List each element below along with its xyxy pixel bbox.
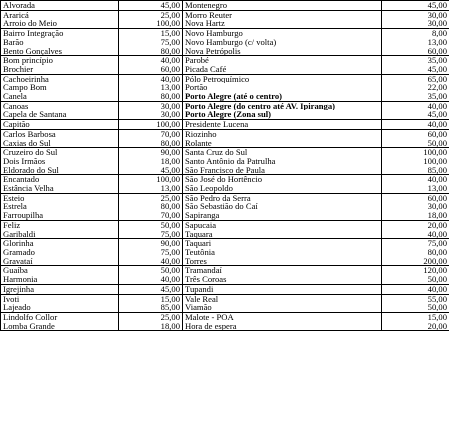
right-city-cell: Três Coroas [183, 275, 382, 284]
right-price-cell: 45,00 [382, 65, 449, 74]
left-price-cell: 13,00 [119, 83, 183, 92]
right-price-cell: 35,00 [382, 92, 449, 101]
right-city-cell: Montenegro [183, 1, 382, 11]
left-price-cell: 40,00 [119, 257, 183, 266]
table-row [1, 110, 449, 119]
left-price-cell: 25,00 [119, 193, 183, 202]
right-city-cell: Vale Real [183, 294, 382, 303]
left-price-cell: 18,00 [119, 322, 183, 331]
table-row [1, 10, 449, 19]
right-price-cell: 40,00 [382, 284, 449, 294]
right-city-cell: Sapucaia [183, 220, 382, 229]
right-city-cell: Hora de espera [183, 322, 382, 331]
right-city-cell: Porto Alegre (até o centro) [183, 92, 382, 101]
left-price-cell: 85,00 [119, 303, 183, 312]
right-price-cell: 200,00 [382, 257, 449, 266]
right-price-cell: 45,00 [382, 1, 449, 11]
table-row [1, 92, 449, 101]
left-price-cell: 15,00 [119, 29, 183, 38]
right-city-cell: Tupandi [183, 284, 382, 294]
left-price-cell: 100,00 [119, 120, 183, 130]
left-city-cell: Lindolfo Collor [1, 312, 119, 321]
left-city-cell: Campo Bom [1, 83, 119, 92]
table-row [1, 220, 449, 229]
table-row [1, 294, 449, 303]
left-city-cell: Brochier [1, 65, 119, 74]
right-city-cell: Santo Antônio da Patrulha [183, 157, 382, 166]
right-price-cell: 40,00 [382, 120, 449, 130]
right-city-cell: São Sebastião do Caí [183, 202, 382, 211]
left-city-cell: Caxias do Sul [1, 139, 119, 148]
table-row [1, 175, 449, 184]
left-price-cell: 25,00 [119, 312, 183, 321]
right-price-cell: 60,00 [382, 129, 449, 138]
table-row [1, 184, 449, 193]
left-price-cell: 40,00 [119, 275, 183, 284]
table-row [1, 83, 449, 92]
left-city-cell: Harmonia [1, 275, 119, 284]
table-row [1, 322, 449, 331]
left-price-cell: 100,00 [119, 175, 183, 184]
right-price-cell: 20,00 [382, 220, 449, 229]
table-row [1, 101, 449, 110]
left-city-cell: Encantado [1, 175, 119, 184]
table-row [1, 166, 449, 175]
left-price-cell: 70,00 [119, 129, 183, 138]
table-row [1, 1, 449, 11]
left-price-cell: 75,00 [119, 248, 183, 257]
right-price-cell: 35,00 [382, 56, 449, 65]
left-city-cell: Cachoeirinha [1, 74, 119, 83]
right-city-cell: Picada Café [183, 65, 382, 74]
right-price-cell: 8,00 [382, 29, 449, 38]
left-city-cell: Estância Velha [1, 184, 119, 193]
table-row [1, 47, 449, 56]
table-row [1, 239, 449, 248]
left-city-cell: Esteio [1, 193, 119, 202]
table-row [1, 139, 449, 148]
right-city-cell: São Francisco de Paula [183, 166, 382, 175]
right-price-cell: 55,00 [382, 294, 449, 303]
table-row [1, 275, 449, 284]
left-price-cell: 40,00 [119, 74, 183, 83]
right-city-cell: Teutônia [183, 248, 382, 257]
left-city-cell: Alvorada [1, 1, 119, 11]
right-city-cell: Pólo Petroquímico [183, 74, 382, 83]
table-row [1, 129, 449, 138]
right-price-cell: 30,00 [382, 10, 449, 19]
left-city-cell: Canela [1, 92, 119, 101]
right-price-cell: 100,00 [382, 157, 449, 166]
left-price-cell: 90,00 [119, 148, 183, 157]
left-price-cell: 30,00 [119, 110, 183, 119]
table-row [1, 65, 449, 74]
right-city-cell: São Pedro da Serra [183, 193, 382, 202]
right-price-cell: 40,00 [382, 101, 449, 110]
table-row [1, 211, 449, 220]
left-city-cell: Eldorado do Sul [1, 166, 119, 175]
left-city-cell: Bairro Integração [1, 29, 119, 38]
right-price-cell: 30,00 [382, 202, 449, 211]
left-city-cell: Lajeado [1, 303, 119, 312]
table-row [1, 157, 449, 166]
left-price-cell: 45,00 [119, 166, 183, 175]
left-price-cell: 80,00 [119, 202, 183, 211]
right-city-cell: São José do Hortêncio [183, 175, 382, 184]
table-row [1, 230, 449, 239]
left-city-cell: Guaíba [1, 266, 119, 275]
right-price-cell: 60,00 [382, 47, 449, 56]
left-city-cell: Carlos Barbosa [1, 129, 119, 138]
right-price-cell: 15,00 [382, 312, 449, 321]
right-price-cell: 75,00 [382, 239, 449, 248]
right-city-cell: Santa Cruz do Sul [183, 148, 382, 157]
right-price-cell: 50,00 [382, 139, 449, 148]
left-price-cell: 80,00 [119, 47, 183, 56]
left-city-cell: Feliz [1, 220, 119, 229]
left-price-cell: 70,00 [119, 211, 183, 220]
table-body [1, 1, 449, 331]
left-city-cell: Farroupilha [1, 211, 119, 220]
left-price-cell: 15,00 [119, 294, 183, 303]
left-city-cell: Capela de Santana [1, 110, 119, 119]
right-city-cell: Portão [183, 83, 382, 92]
right-price-cell: 20,00 [382, 322, 449, 331]
left-price-cell: 40,00 [119, 56, 183, 65]
right-price-cell: 13,00 [382, 184, 449, 193]
left-city-cell: Dois Irmãos [1, 157, 119, 166]
right-city-cell: Viamão [183, 303, 382, 312]
right-price-cell: 85,00 [382, 166, 449, 175]
left-price-cell: 80,00 [119, 92, 183, 101]
right-city-cell: Nova Petrópolis [183, 47, 382, 56]
right-price-cell: 80,00 [382, 248, 449, 257]
left-price-cell: 50,00 [119, 220, 183, 229]
left-city-cell: Igrejinha [1, 284, 119, 294]
table-row [1, 312, 449, 321]
right-city-cell: Nova Hartz [183, 19, 382, 28]
right-city-cell: Rolante [183, 139, 382, 148]
right-city-cell: Sapiranga [183, 211, 382, 220]
right-price-cell: 65,00 [382, 74, 449, 83]
table-row [1, 120, 449, 130]
left-city-cell: Ivoti [1, 294, 119, 303]
left-price-cell: 75,00 [119, 230, 183, 239]
right-price-cell: 100,00 [382, 148, 449, 157]
right-price-cell: 50,00 [382, 303, 449, 312]
left-city-cell: Barão [1, 38, 119, 47]
left-price-cell: 75,00 [119, 38, 183, 47]
right-city-cell: Taquari [183, 239, 382, 248]
right-city-cell: Porto Alegre (do centro até AV. Ipiranga) [183, 101, 382, 110]
table-row [1, 74, 449, 83]
right-city-cell: Presidente Lucena [183, 120, 382, 130]
right-price-cell: 18,00 [382, 211, 449, 220]
right-city-cell: São Leopoldo [183, 184, 382, 193]
right-price-cell: 40,00 [382, 230, 449, 239]
left-city-cell: Bom princípio [1, 56, 119, 65]
table-row [1, 284, 449, 294]
left-price-cell: 25,00 [119, 10, 183, 19]
table-row [1, 303, 449, 312]
right-city-cell: Malote - POA [183, 312, 382, 321]
left-city-cell: Lomba Grande [1, 322, 119, 331]
right-city-cell: Torres [183, 257, 382, 266]
right-city-cell: Parobé [183, 56, 382, 65]
left-price-cell: 18,00 [119, 157, 183, 166]
right-city-cell: Taquara [183, 230, 382, 239]
right-price-cell: 22,00 [382, 83, 449, 92]
right-price-cell: 40,00 [382, 175, 449, 184]
left-city-cell: Arroio do Meio [1, 19, 119, 28]
left-city-cell: Araricá [1, 10, 119, 19]
left-price-cell: 13,00 [119, 184, 183, 193]
left-city-cell: Gramado [1, 248, 119, 257]
left-city-cell: Glorinha [1, 239, 119, 248]
left-price-cell: 45,00 [119, 284, 183, 294]
table-row [1, 248, 449, 257]
right-city-cell: Novo Hamburgo (c/ volta) [183, 38, 382, 47]
left-price-cell: 45,00 [119, 1, 183, 11]
right-price-cell: 30,00 [382, 19, 449, 28]
left-city-cell: Canoas [1, 101, 119, 110]
left-price-cell: 50,00 [119, 266, 183, 275]
table-row [1, 266, 449, 275]
table-row [1, 38, 449, 47]
left-price-cell: 60,00 [119, 65, 183, 74]
left-city-cell: Gravataí [1, 257, 119, 266]
right-city-cell: Novo Hamburgo [183, 29, 382, 38]
table-row [1, 56, 449, 65]
right-price-cell: 60,00 [382, 193, 449, 202]
left-city-cell: Estrela [1, 202, 119, 211]
left-price-cell: 30,00 [119, 101, 183, 110]
table-row [1, 202, 449, 211]
right-city-cell: Tramandaí [183, 266, 382, 275]
right-city-cell: Riozinho [183, 129, 382, 138]
right-city-cell: Porto Alegre (Zona sul) [183, 110, 382, 119]
left-city-cell: Cruzeiro do Sul [1, 148, 119, 157]
left-city-cell: Garibaldi [1, 230, 119, 239]
left-price-cell: 100,00 [119, 19, 183, 28]
left-price-cell: 80,00 [119, 139, 183, 148]
right-price-cell: 120,00 [382, 266, 449, 275]
left-price-cell: 90,00 [119, 239, 183, 248]
right-price-cell: 50,00 [382, 275, 449, 284]
table-row [1, 193, 449, 202]
table-row [1, 257, 449, 266]
right-price-cell: 13,00 [382, 38, 449, 47]
left-city-cell: Bento Gonçalves [1, 47, 119, 56]
right-price-cell: 45,00 [382, 110, 449, 119]
table-row [1, 148, 449, 157]
table-row [1, 29, 449, 38]
right-city-cell: Morro Reuter [183, 10, 382, 19]
table-row [1, 19, 449, 28]
left-city-cell: Capitão [1, 120, 119, 130]
